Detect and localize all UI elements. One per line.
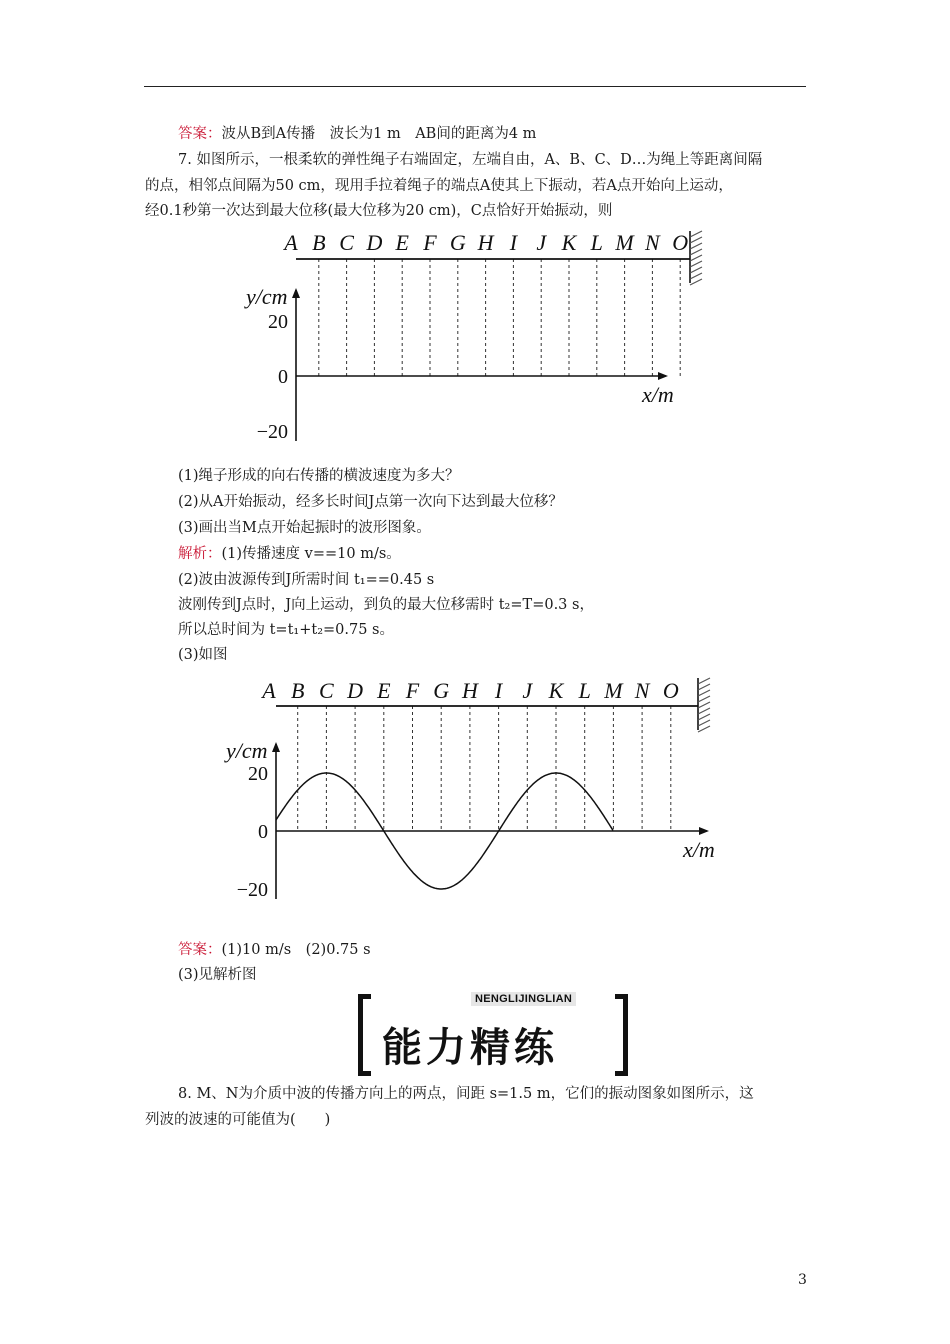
point-label-j: J (522, 678, 533, 703)
point-label-e: E (395, 230, 409, 255)
y-tick-label: 0 (258, 821, 268, 843)
q7-line-1: 7. 如图所示，一根柔软的弹性绳子右端固定，左端自由，A、B、C、D…为绳上等距离间隔 (178, 152, 763, 168)
point-label-d: D (366, 230, 383, 255)
answer-6 (178, 124, 536, 144)
point-label-o: O (672, 230, 689, 255)
wall-hatch (690, 249, 702, 255)
point-label-l: L (590, 230, 603, 255)
point-label-l: L (578, 678, 591, 703)
q7-sub-2: (2)从A开始振动，经多长时间J点第一次向下达到最大位移？ (178, 494, 563, 510)
wall-hatch (690, 243, 702, 249)
q7-line-3: 经0.1秒第一次达到最大位移(最大位移为20 cm)，C点恰好开始振动，则 (145, 203, 613, 219)
solution-label: 解析： (178, 546, 222, 562)
point-label-j: J (536, 230, 547, 255)
q7-line-2: 的点，相邻点间隔为50 cm，现用手拉着绳子的端点A使其上下振动，若A点开始向上运动， (145, 178, 733, 194)
wall-hatch (690, 267, 702, 273)
wall-hatch (690, 255, 702, 261)
banner-pinyin: NENGLIJINGLIAN (471, 992, 576, 1006)
point-label-n: N (634, 678, 650, 703)
y-axis-label: y/cm (246, 284, 288, 309)
bracket-left (358, 994, 371, 1076)
section-banner (358, 990, 628, 1072)
wall-hatch (690, 261, 702, 267)
wall-hatch (698, 720, 710, 726)
wall-hatch (690, 231, 702, 237)
x-axis-label: x/m (642, 382, 674, 407)
y-tick-label: −20 (236, 879, 268, 901)
solution-5: (3)如图 (178, 647, 228, 663)
wall-hatch (690, 273, 702, 279)
answer-7-part-3: (3)见解析图 (178, 967, 257, 983)
wall-hatch (698, 684, 710, 690)
page-number: 3 (798, 1272, 807, 1288)
point-label-a: A (262, 678, 276, 703)
wall-hatch (698, 678, 710, 684)
point-label-c: C (319, 678, 334, 703)
y-tick-label: 0 (278, 366, 288, 388)
point-label-o: O (662, 678, 679, 703)
point-label-f: F (405, 678, 420, 703)
answer-label: 答案： (178, 126, 222, 142)
solution-2: (2)波由波源传到J所需时间 t₁==0.45 s (178, 572, 435, 588)
wall-hatch (698, 714, 710, 720)
q8-line-1: 8. M、N为介质中波的传播方向上的两点，间距 s=1.5 m，它们的振动图象如图所示，这 (178, 1086, 754, 1102)
y-tick-label: −20 (256, 421, 288, 443)
point-label-m: M (615, 230, 634, 255)
point-label-f: F (423, 230, 437, 255)
q7-sub-3: (3)画出当M点开始起振时的波形图象。 (178, 520, 431, 536)
header-rule (144, 86, 806, 87)
point-label-a: A (284, 230, 298, 255)
point-label-b: B (312, 230, 326, 255)
y-tick-label: 20 (248, 763, 268, 785)
point-label-n: N (645, 230, 660, 255)
point-label-c: C (339, 230, 354, 255)
banner-title: 能力精练 (382, 1025, 558, 1071)
x-axis-arrow (658, 372, 668, 380)
point-label-b: B (290, 678, 305, 703)
answer-text-1: (1)10 m/s (2)0.75 s (221, 942, 371, 958)
point-label-h: H (461, 678, 478, 703)
rope-figure-blank (236, 226, 716, 441)
point-label-d: D (347, 678, 364, 703)
point-label-k: K (548, 678, 564, 703)
y-tick-label: 20 (268, 311, 288, 333)
x-axis-arrow (699, 827, 709, 835)
y-axis-arrow (272, 742, 280, 752)
bracket-right (615, 994, 628, 1076)
wall-hatch (698, 702, 710, 708)
point-label-m: M (604, 678, 623, 703)
point-label-i: I (494, 678, 503, 703)
point-label-k: K (561, 230, 577, 255)
wall-hatch (698, 726, 710, 732)
rope-figure-wave (212, 670, 732, 905)
x-axis-label: x/m (683, 837, 715, 862)
y-axis-label: y/cm (226, 738, 268, 763)
wall-hatch (698, 708, 710, 714)
wall-hatch (690, 279, 702, 285)
solution-3: 波刚传到J点时，J向上运动，到负的最大位移需时 t₂=T=0.3 s， (178, 597, 594, 613)
point-label-i: I (509, 230, 518, 255)
wall-hatch (698, 696, 710, 702)
solution-1 (178, 544, 401, 564)
answer-text: 波从B到A传播 波长为1 m AB间的距离为4 m (221, 126, 537, 142)
wall-hatch (698, 690, 710, 696)
point-label-g: G (449, 230, 466, 255)
y-axis-arrow (292, 288, 300, 298)
point-label-h: H (477, 230, 494, 255)
point-label-g: G (433, 678, 450, 703)
answer-7 (178, 940, 371, 960)
answer-label: 答案： (178, 942, 222, 958)
solution-4: 所以总时间为 t=t₁+t₂=0.75 s。 (178, 622, 394, 638)
point-label-e: E (377, 678, 391, 703)
q8-line-2: 列波的波速的可能值为( ) (145, 1112, 331, 1128)
q7-sub-1: (1)绳子形成的向右传播的横波速度为多大？ (178, 468, 460, 484)
solution-text-1: (1)传播速度 v==10 m/s。 (221, 546, 401, 562)
wall-hatch (690, 237, 702, 243)
